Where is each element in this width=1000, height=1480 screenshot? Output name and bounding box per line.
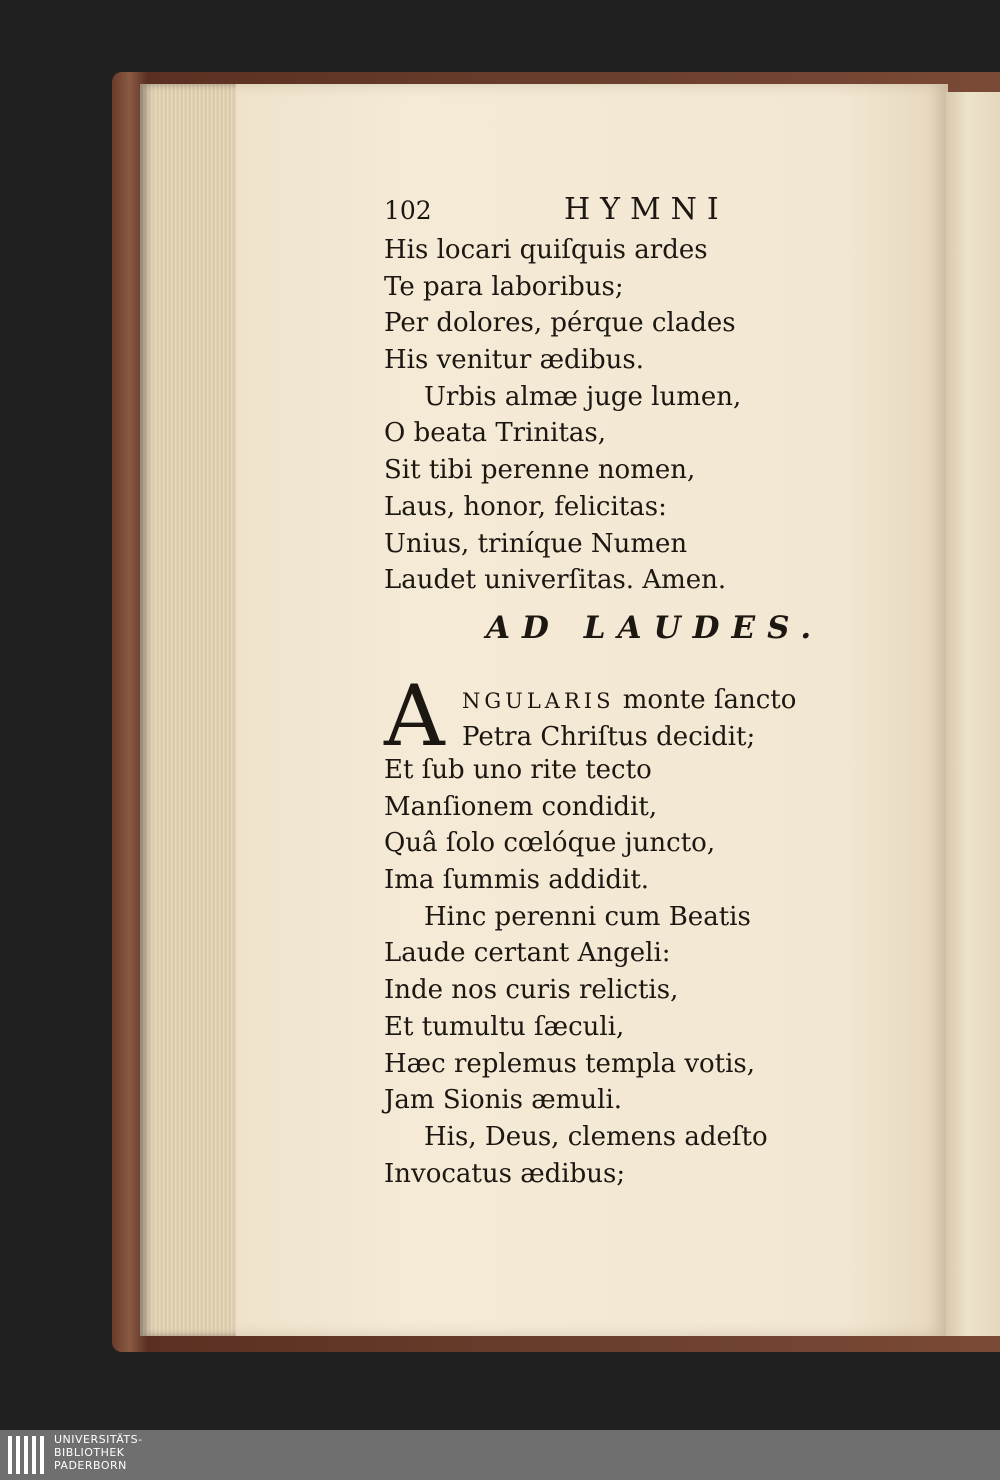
running-head bbox=[384, 192, 824, 232]
verse-line: Manſionem condidit, bbox=[384, 791, 658, 822]
opening-line-2: Petra Chriſtus decidit; bbox=[462, 722, 756, 752]
opening-smallcaps: NGULARIS bbox=[462, 689, 615, 713]
logo-line-3: PADERBORN bbox=[54, 1459, 127, 1472]
verse-line: Urbis almæ juge lumen, bbox=[424, 381, 742, 412]
verse-line: Hæc replemus templa votis, bbox=[384, 1048, 756, 1079]
verse-line: Per dolores, pérque clades bbox=[384, 308, 736, 339]
page-number: 102 bbox=[384, 196, 432, 225]
verse-line: Inde nos curis relictis, bbox=[384, 975, 679, 1006]
verse-line: Te para laboribus; bbox=[384, 271, 624, 302]
library-logo-icon bbox=[6, 1432, 50, 1478]
verse-line: Et ſub uno rite tecto bbox=[384, 755, 652, 785]
verse-block-top bbox=[384, 232, 844, 599]
verse-line: Invocatus ædibus; bbox=[384, 1158, 626, 1189]
running-title: HYMNI bbox=[564, 192, 729, 227]
logo-line-1: UNIVERSITÄTS- bbox=[54, 1433, 143, 1446]
verse-line: Hinc perenni cum Beatis bbox=[424, 901, 751, 932]
verse-line: His venitur ædibus. bbox=[384, 345, 645, 376]
verse-line: His locari quiſquis ardes bbox=[384, 235, 708, 265]
page-edges bbox=[140, 84, 240, 1336]
verse-line: Laudet univerſitas. Amen. bbox=[384, 565, 727, 596]
verse-line: His, Deus, clemens adeſto bbox=[424, 1121, 768, 1152]
verse-line: Unius, triníque Numen bbox=[384, 528, 688, 559]
right-page-edge bbox=[946, 92, 1000, 1336]
verse-line: Jam Sionis æmuli. bbox=[384, 1085, 623, 1116]
logo-line-2: BIBLIOTHEK bbox=[54, 1446, 125, 1459]
library-logo-text bbox=[54, 1433, 143, 1472]
section-heading: AD LAUDES. bbox=[486, 610, 824, 646]
opening-rest: monte ſancto bbox=[614, 685, 797, 715]
verse-line: Sit tibi perenne nomen, bbox=[384, 455, 696, 486]
verse-line: O beata Trinitas, bbox=[384, 418, 607, 449]
footer-bar bbox=[0, 1430, 1000, 1480]
verse-line: Ima ſummis addidit. bbox=[384, 865, 650, 896]
verse-line: Quâ ſolo cœlóque juncto, bbox=[384, 828, 716, 859]
verse-line: Laude certant Angeli: bbox=[384, 938, 671, 969]
hymn-opening bbox=[462, 682, 796, 755]
opening-line-1 bbox=[462, 682, 796, 719]
verse-line: Laus, honor, felicitas: bbox=[384, 491, 667, 522]
drop-cap: A bbox=[384, 667, 445, 765]
verse-block-bottom bbox=[384, 752, 844, 1192]
verse-line: Et tumultu ſæculi, bbox=[384, 1011, 625, 1042]
